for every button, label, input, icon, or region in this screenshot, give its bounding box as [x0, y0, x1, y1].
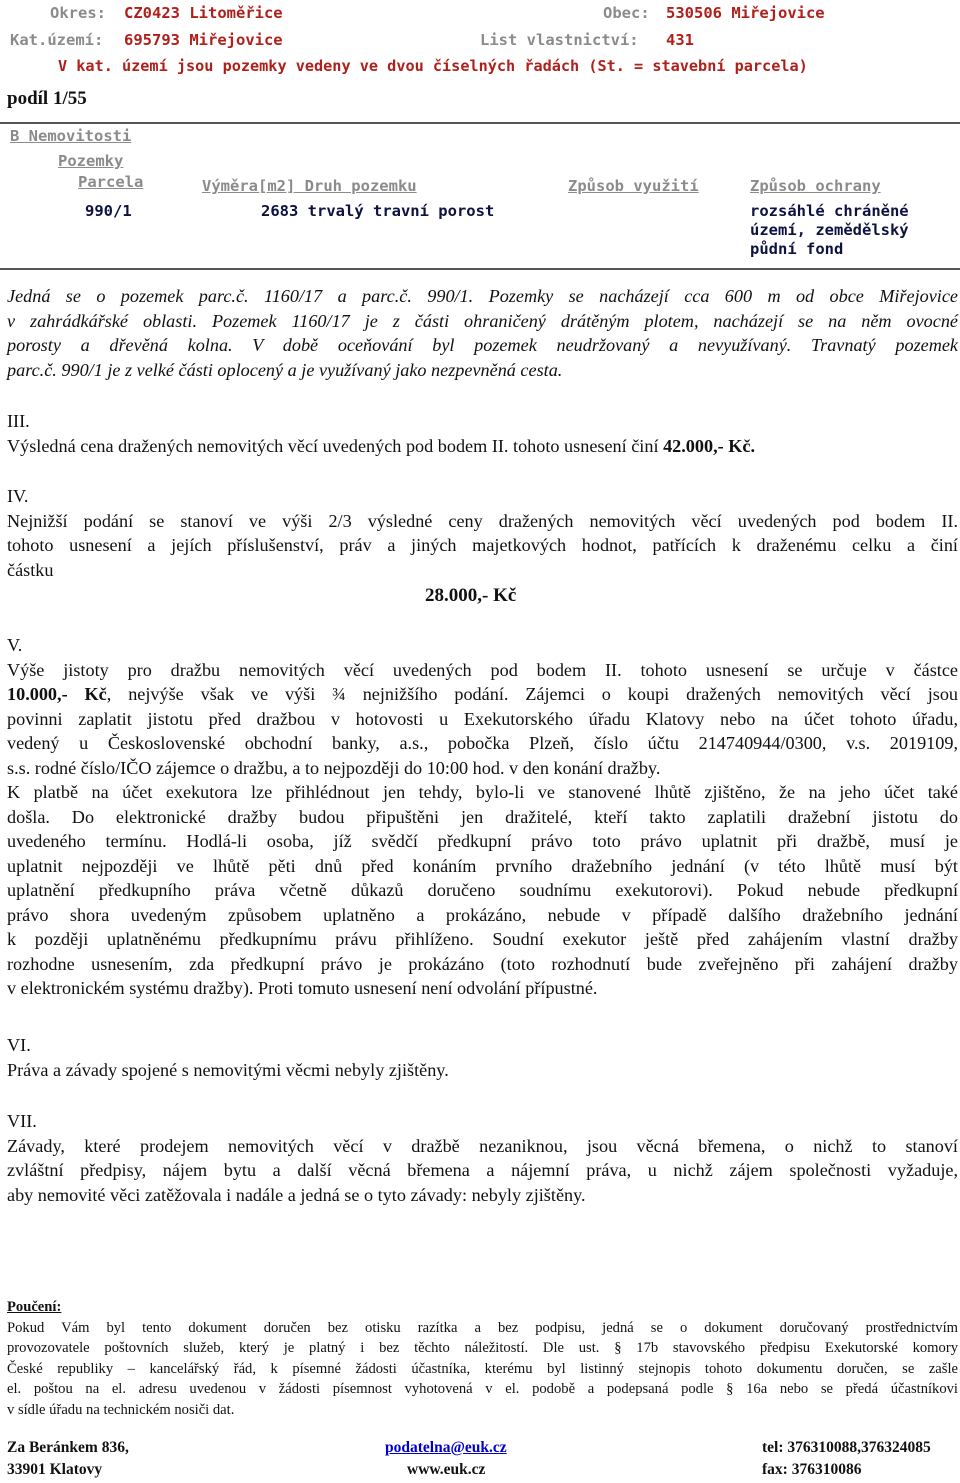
footer-phone: tel: 376310088,376324085 [762, 1439, 931, 1456]
description-line: porosty a dřevěná kolna. V době oceňování byl pozemek neudržovaný a nevyužívaný. Travnatý pozemek [7, 335, 958, 355]
section-5-line: Výše jistoty pro dražbu nemovitých věcí uvedených pod bodem II. tohoto usnesení se určuje v částce [7, 659, 958, 680]
section-4-amount: 28.000,- Kč [425, 585, 517, 606]
section-3 [7, 409, 958, 458]
row-ochrana-3: půdní fond [750, 240, 844, 258]
description-line: parc.č. 990/1 je z velké části oplocený a je využívaný jako nezpevněná cesta. [7, 359, 563, 380]
notice [7, 1297, 958, 1420]
section-4-line: tohoto usnesení a jejích příslušenství, práv a jiných majetkových hodnot, patřících k draženému celku a činí [7, 535, 958, 555]
divider-bottom [0, 268, 960, 270]
section-5-line: K platbě na účet exekutora lze přihlédnout jen tehdy, bylo-li ve stanovené lhůtě zjištěno, že na jeho účet také [7, 782, 958, 802]
row-ochrana-2: území, zemědělský [750, 221, 909, 239]
footer-email-link[interactable]: podatelna@euk.cz [385, 1439, 507, 1456]
section-5 [7, 633, 958, 1001]
section-3-heading: III. [7, 411, 30, 431]
notice-line: Pokud Vám byl tento dokument doručen bez otisku razítka a bez podpisu, jedná se o dokument doručovaný prostřednictvím [7, 1319, 958, 1336]
notice-line: el. poštou na el. adresu uvedenou v žádosti písemnost vyhotovená v el. podobě a podepsaná podle § 16a nebo se předá účastníkovi [7, 1381, 958, 1397]
col-ochrany: Způsob ochrany [750, 177, 881, 195]
col-vyuziti: Způsob využití [568, 177, 699, 195]
footer-address-city: 33901 Klatovy [7, 1461, 103, 1478]
section-7-line: Závady, které prodejem nemovitých věcí v dražbě nezaniknou, jsou věcná břemena, o nichž to stanoví [7, 1135, 958, 1156]
section-7 [7, 1109, 958, 1207]
obec-value: 530506 Miřejovice [666, 4, 825, 22]
section-5-line: uplatnit nejpozději ve lhůtě pěti dnů před konáním prvního dražebního jednání (v této lhůtě musí být [7, 855, 958, 876]
notice-line: České republiky – kancelářský řád, k písemné žádosti účastníka, kterému byl listinný stejnopis tohoto dokumentu doručen, se zašle [7, 1360, 958, 1377]
footer-fax: fax: 376310086 [762, 1461, 862, 1478]
okres-label: Okres: [50, 4, 106, 22]
section-4-heading: IV. [7, 486, 29, 506]
divider-top [0, 122, 960, 124]
footer-address-street: Za Beránkem 836, [7, 1439, 129, 1456]
section-4 [7, 484, 958, 609]
footer-web[interactable]: www.euk.cz [407, 1461, 486, 1478]
section-5-line: vedený u Československé obchodní banky, a.s., pobočka Plzeň, číslo účtu 214740944/0300, v.s. 2019109, [7, 733, 958, 753]
okres-value: CZ0423 Litoměřice [124, 4, 283, 22]
cadastre-note: V kat. území jsou pozemky vedeny ve dvou číselných řadách (St. = stavební parcela) [58, 57, 808, 75]
section-6-heading: VI. [7, 1035, 31, 1055]
lv-value: 431 [666, 31, 694, 49]
section-5-line: k později uplatněnému předkupnímu právu přihlíženo. Soudní exekutor ještě před zahájením vlastní dražby [7, 929, 958, 949]
description-line: Jedná se o pozemek parc.č. 1160/17 a parc.č. 990/1. Pozemky se nacházejí cca 600 m od obce Miřejovice [7, 286, 958, 306]
section-5-amount: 10.000,- Kč [7, 684, 107, 704]
col-vymera-druh: Výměra[m2] Druh pozemku [202, 177, 417, 195]
col-parcela: Parcela [78, 173, 144, 191]
property-description [7, 284, 958, 382]
section-5-line: , nejvýše však ve výši ¾ nejnižšího podání. Zájemci o koupi dražených nemovitých věcí jsou [106, 684, 959, 704]
section-7-heading: VII. [7, 1111, 37, 1131]
notice-line: v sídle úřadu na technickém nosiči dat. [7, 1401, 235, 1418]
section-6 [7, 1033, 958, 1082]
section-6-text: Práva a závady spojené s nemovitými věcmi nebyly zjištěny. [7, 1059, 449, 1080]
row-vymera-druh: 2683 trvalý travní porost [261, 202, 495, 220]
section-5-line: právo shora uvedeným způsobem uplatněno a prokázáno, nebude v případě dalšího dražebního jednání [7, 904, 958, 925]
section-5-line: v elektronickém systému dražby). Proti tomuto usnesení není odvolání přípustné. [7, 978, 598, 998]
description-line: v zahrádkářské oblasti. Pozemek 1160/17 je z části ohraničený drátěným plotem, nacházejí se na něm ovocné [7, 310, 958, 331]
section-5-line: došla. Do elektronické dražby budou připuštěni jen dražitelé, kteří takto zaplatili dražební jistotu do [7, 806, 958, 827]
pozemky-heading: Pozemky [58, 152, 124, 170]
section-5-line: uplatnění předkupního práva včetně důkazů doručeno soudnímu exekutorovi). Pokud nebude předkupní [7, 880, 958, 900]
section-5-line: rozhodne usnesením, zda předkupní právo je prokázáno (toto rozhodnutí bude zveřejněno při zahájení dražby [7, 953, 958, 974]
section-b-heading: B Nemovitosti [10, 127, 132, 145]
section-5-heading: V. [7, 635, 23, 655]
row-ochrana-1: rozsáhlé chráněné [750, 202, 909, 220]
katuzemi-value: 695793 Miřejovice [124, 31, 283, 49]
section-5-line: s.s. rodné číslo/IČO zájemce o dražbu, a to nejpozději do 10:00 hod. v den konání dražby. [7, 757, 661, 778]
lv-label: List vlastnictví: [480, 31, 639, 49]
katuzemi-label: Kat.území: [10, 31, 104, 49]
section-3-amount: 42.000,- Kč. [663, 435, 755, 456]
section-7-line: aby nemovité věci zatěžovala i nadále a jedná se o tyto závady: nebyly zjištěny. [7, 1184, 586, 1205]
section-4-line: Nejnižší podání se stanoví ve výši 2/3 výsledné ceny dražených nemovitých věcí uvedených pod bodem II. [7, 510, 958, 531]
notice-heading: Poučení: [7, 1299, 62, 1315]
share-fraction: podíl 1/55 [7, 88, 87, 109]
section-3-text: Výsledná cena dražených nemovitých věcí uvedených pod bodem II. tohoto usnesení činí [7, 435, 664, 456]
obec-label: Obec: [603, 4, 650, 22]
section-5-line: uvedeného termínu. Hodlá-li osoba, jíž svědčí předkupní právo toto právo uplatnit při dražbě, musí je [7, 831, 958, 851]
section-7-line: zvláštní předpisy, nájem bytu a další věcná břemena a nájemní práva, u nichž zájem společnosti vyžaduje, [7, 1160, 958, 1180]
notice-line: provozovatele poštovních služeb, který je platný i bez těchto náležitostí. Dle ust. § 17b stavovského předpisu Exekutorské komory [7, 1340, 958, 1356]
section-4-line: částku [7, 559, 54, 580]
row-parcela: 990/1 [85, 202, 132, 220]
section-5-line: povinni zaplatit jistotu před dražbou v hotovosti u Exekutorského úřadu Klatovy nebo na účet tohoto úřadu, [7, 708, 958, 729]
